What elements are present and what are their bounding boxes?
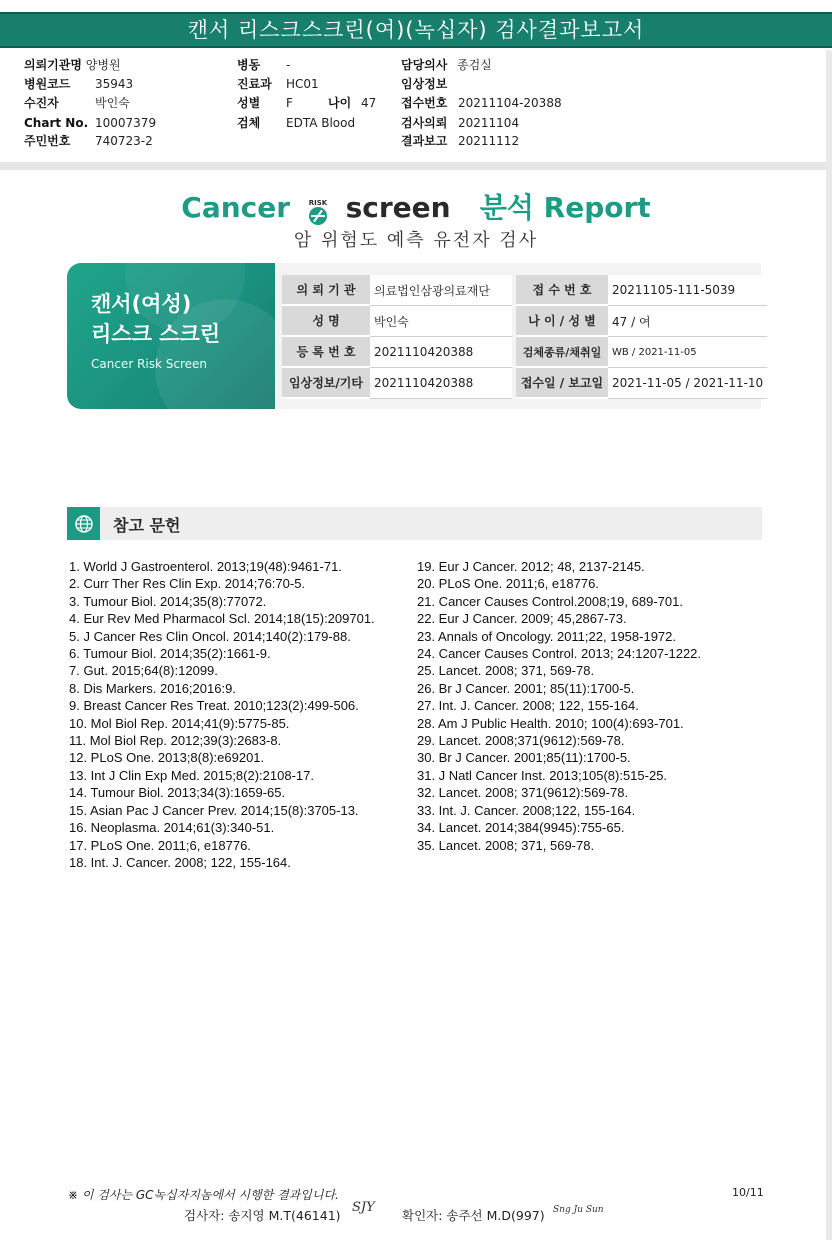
info-key: 등 록 번 호 xyxy=(282,337,370,368)
info-key: 접수일 / 보고일 xyxy=(516,368,608,399)
product-card xyxy=(67,263,275,409)
reference-item: 17. PLoS One. 2011;6, e18776. xyxy=(69,837,251,853)
info-key: 검체종류/채취일 xyxy=(516,337,608,368)
info-value: 20211105-111-5039 xyxy=(608,275,767,306)
patient-info-table xyxy=(282,275,767,399)
reference-item: 26. Br J Cancer. 2001; 85(11):1700-5. xyxy=(417,680,635,696)
reference-item: 15. Asian Pac J Cancer Prev. 2014;15(8):3705-13. xyxy=(69,802,359,818)
header-request-date-value: 20211104 xyxy=(458,116,520,130)
reference-item: 19. Eur J Cancer. 2012; 48, 2137-2145. xyxy=(417,559,645,574)
header-resident-no-value: 740723-2 xyxy=(95,134,153,148)
reference-item: 33. Int. J. Cancer. 2008;122, 155-164. xyxy=(417,802,636,818)
reference-item: 12. PLoS One. 2013;8(8):e69201. xyxy=(69,750,265,766)
references-list-left xyxy=(69,558,375,871)
header-resident-no: 주민번호 xyxy=(24,134,71,148)
header-specimen: 검체 xyxy=(237,116,261,130)
report-title: 캔서 리스크스크린(여)(녹십자) 검사결과보고서 xyxy=(0,12,832,48)
info-value: WB / 2021-11-05 xyxy=(608,337,767,368)
reference-item: 23. Annals of Oncology. 2011;22, 1958-1972. xyxy=(417,628,676,644)
references-title: 참고 문헌 xyxy=(113,516,181,535)
globe-icon xyxy=(67,507,100,540)
info-value: 박인숙 xyxy=(370,306,512,337)
header-age-value: 47 xyxy=(361,96,377,110)
brand-cancer: Cancer xyxy=(181,191,291,224)
header-doctor-value: 종검실 xyxy=(457,58,492,72)
reference-item: 3. Tumour Biol. 2014;35(8):77072. xyxy=(69,593,267,609)
risk-mark-icon xyxy=(300,197,336,221)
header-result-date-value: 20211112 xyxy=(458,134,520,148)
info-key: 임상정보/기타 xyxy=(282,368,370,399)
reference-item: 35. Lancet. 2008; 371, 569-78. xyxy=(417,837,595,853)
brand-logo xyxy=(0,186,832,226)
header-receipt-no: 접수번호 xyxy=(401,96,448,110)
reference-item: 22. Eur J Cancer. 2009; 45,2867-73. xyxy=(417,611,627,627)
info-value: 의료법인삼광의료재단 xyxy=(370,275,512,306)
header-hospital-code: 병원코드 xyxy=(24,77,71,91)
header-age: 나이 xyxy=(328,96,352,110)
report-subtitle: 암 위험도 예측 유전자 검사 xyxy=(293,230,539,251)
reference-item: 10. Mol Biol Rep. 2014;41(9):5775-85. xyxy=(69,715,290,731)
reference-item: 20. PLoS One. 2011;6, e18776. xyxy=(417,576,599,592)
reference-item: 13. Int J Clin Exp Med. 2015;8(2):2108-17. xyxy=(69,767,314,783)
header-department-value: HC01 xyxy=(286,77,319,91)
reference-item: 8. Dis Markers. 2016;2016:9. xyxy=(69,680,236,696)
header-divider xyxy=(0,162,832,170)
reference-item: 5. J Cancer Res Clin Oncol. 2014;140(2):179-88. xyxy=(69,628,351,644)
tester-label: 검사자: 송지영 M.T(46141) xyxy=(184,1208,341,1223)
reference-item: 9. Breast Cancer Res Treat. 2010;123(2):499-506. xyxy=(69,698,359,714)
reference-item: 31. J Natl Cancer Inst. 2013;105(8):515-25. xyxy=(417,767,668,783)
page-number: 10/11 xyxy=(732,1186,764,1199)
header-chart-no-value: 10007379 xyxy=(95,116,157,130)
header-ward: 병동 xyxy=(237,58,261,72)
table-row xyxy=(282,337,767,368)
table-row xyxy=(282,275,767,306)
header-chart-no: Chart No. xyxy=(24,116,89,130)
reference-item: 27. Int. J. Cancer. 2008; 122, 155-164. xyxy=(417,698,639,714)
reference-item: 28. Am J Public Health. 2010; 100(4):693-701. xyxy=(417,715,684,731)
table-row xyxy=(282,368,767,399)
reference-item: 25. Lancet. 2008; 371, 569-78. xyxy=(417,663,595,679)
header-patient: 수진자 xyxy=(24,96,59,110)
reference-item: 6. Tumour Biol. 2014;35(2):1661-9. xyxy=(69,646,271,662)
info-key: 성 명 xyxy=(282,306,370,337)
brand-analysis: 분석 Report xyxy=(479,191,651,224)
reference-item: 21. Cancer Causes Control.2008;19, 689-701. xyxy=(417,593,683,609)
info-value: 2021110420388 xyxy=(370,337,512,368)
references-list-right xyxy=(417,558,701,854)
reference-item: 14. Tumour Biol. 2013;34(3):1659-65. xyxy=(69,785,286,801)
reference-item: 1. World J Gastroenterol. 2013;19(48):9461-71. xyxy=(69,559,342,574)
confirmer-signature: Sng Ju Sun xyxy=(553,1205,604,1215)
header-specimen-value: EDTA Blood xyxy=(286,116,356,130)
tester-signature: SJY xyxy=(352,1200,375,1215)
info-value: 2021-11-05 / 2021-11-10 xyxy=(608,368,767,399)
reference-item: 34. Lancet. 2014;384(9945):755-65. xyxy=(417,820,625,836)
header-hospital-code-value: 35943 xyxy=(95,77,134,91)
reference-item: 11. Mol Biol Rep. 2012;39(3):2683-8. xyxy=(69,733,282,749)
info-value: 47 / 여 xyxy=(608,306,767,337)
card-subtitle: Cancer Risk Screen xyxy=(91,357,208,371)
brand-screen: screen xyxy=(345,191,451,224)
confirmer-label: 확인자: 송주선 M.D(997) xyxy=(402,1208,545,1223)
reference-item: 24. Cancer Causes Control. 2013; 24:1207-1222. xyxy=(417,646,702,662)
header-receipt-no-value: 20211104-20388 xyxy=(458,96,562,110)
table-row xyxy=(282,306,767,337)
svg-text:RISK: RISK xyxy=(308,199,328,207)
references-header xyxy=(67,507,762,540)
header-patient-value: 박인숙 xyxy=(95,96,130,110)
header-result-date: 결과보고 xyxy=(401,134,448,148)
header-doctor: 담당의사 xyxy=(401,58,448,72)
reference-item: 2. Curr Ther Res Clin Exp. 2014;76:70-5. xyxy=(69,576,306,592)
reference-item: 16. Neoplasma. 2014;61(3):340-51. xyxy=(69,820,275,836)
header-ward-value: - xyxy=(286,58,291,72)
reference-item: 29. Lancet. 2008;371(9612):569-78. xyxy=(417,733,625,749)
header-sex-value: F xyxy=(286,96,293,110)
reference-item: 30. Br J Cancer. 2001;85(11):1700-5. xyxy=(417,750,631,766)
header-institution: 의뢰기관명 양병원 xyxy=(24,58,121,72)
reference-item: 32. Lancet. 2008; 371(9612):569-78. xyxy=(417,785,629,801)
header-request-date: 검사의뢰 xyxy=(401,116,448,130)
reference-item: 4. Eur Rev Med Pharmacol Scl. 2014;18(15):209701. xyxy=(69,611,375,627)
header-clinical-info: 임상정보 xyxy=(401,77,448,91)
reference-item: 18. Int. J. Cancer. 2008; 122, 155-164. xyxy=(69,854,291,870)
card-title: 캔서(여성) 리스크 스크린 xyxy=(91,292,221,346)
info-value: 2021110420388 xyxy=(370,368,512,399)
info-key: 나 이 / 성 별 xyxy=(516,306,608,337)
footer-note: ※ 이 검사는 GC녹십자지놈에서 시행한 결과입니다. xyxy=(68,1188,339,1202)
info-key: 의 뢰 기 관 xyxy=(282,275,370,306)
info-key: 접 수 번 호 xyxy=(516,275,608,306)
header-department: 진료과 xyxy=(237,77,272,91)
reference-item: 7. Gut. 2015;64(8):12099. xyxy=(69,663,218,679)
header-sex: 성별 xyxy=(237,96,261,110)
